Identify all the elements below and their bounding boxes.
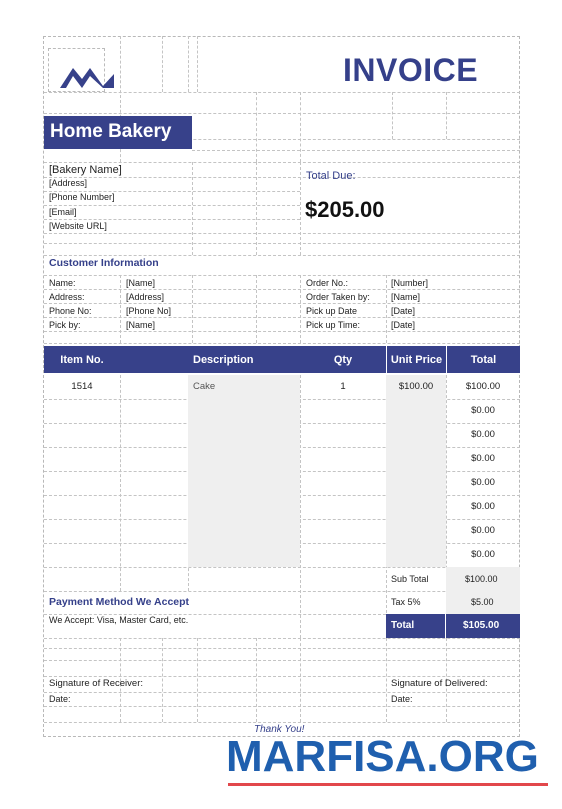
mountain-logo-icon <box>58 62 116 90</box>
tax-label: Tax 5% <box>391 597 421 607</box>
row-total: $0.00 <box>471 477 495 488</box>
grid-hline <box>44 638 520 639</box>
grid-vline <box>197 638 198 722</box>
grid-vline <box>120 375 121 591</box>
receiver-date-label: Date: <box>49 694 71 704</box>
business-phone: [Phone Number] <box>49 192 115 202</box>
row-unit-price: $100.00 <box>398 381 434 392</box>
total-due-label: Total Due: <box>306 170 356 182</box>
subtotal-label: Sub Total <box>391 574 429 584</box>
grid-hline <box>44 233 520 234</box>
grid-vline <box>392 92 393 139</box>
grid-hline <box>44 706 520 707</box>
grid-hline <box>44 243 520 244</box>
row-description: Cake <box>193 381 216 392</box>
grid-vline <box>386 275 387 343</box>
grid-vline <box>162 36 163 92</box>
grid-vline <box>188 36 189 92</box>
grid-hline <box>44 92 520 93</box>
total-label: Total <box>391 620 415 631</box>
delivered-date-label: Date: <box>391 694 413 704</box>
grid-vline <box>300 375 301 638</box>
description-column-fill <box>188 375 300 567</box>
business-address: [Address] <box>49 178 88 188</box>
grid-hline <box>44 676 520 677</box>
total-row-divider <box>445 614 446 638</box>
grid-vline <box>300 638 301 722</box>
pickup-time-value: [Date] <box>391 320 416 330</box>
grid-hline <box>44 648 520 649</box>
grid-hline <box>44 303 520 304</box>
grid-hline <box>192 150 520 151</box>
subtotal-value: $100.00 <box>465 574 498 584</box>
customer-phone-value: [Phone No] <box>126 306 172 316</box>
business-website: [Website URL] <box>49 221 107 231</box>
grid-hline <box>44 275 520 276</box>
pickup-date-label: Pick up Date <box>306 306 358 316</box>
payment-title: Payment Method We Accept <box>49 596 190 608</box>
row-total: $0.00 <box>471 453 495 464</box>
business-banner-text: Home Bakery <box>50 121 172 142</box>
grid-hline <box>44 317 520 318</box>
grid-vline <box>300 162 301 255</box>
grid-vline <box>300 92 301 162</box>
watermark-text: MARFISA.ORG <box>226 732 539 781</box>
grid-vline <box>197 36 198 92</box>
grid-hline <box>44 692 520 693</box>
grid-vline <box>256 92 257 162</box>
row-total: $100.00 <box>465 381 501 392</box>
customer-name-label: Name: <box>49 278 76 288</box>
pickup-time-label: Pick up Time: <box>306 320 361 330</box>
row-item-no: 1514 <box>71 381 93 392</box>
order-number-value: [Number] <box>391 278 429 288</box>
grid-hline <box>44 177 520 178</box>
row-total: $0.00 <box>471 525 495 536</box>
watermark-underline <box>228 783 548 786</box>
customer-phone-label: Phone No: <box>49 306 92 316</box>
customer-section-title: Customer Information <box>49 257 159 269</box>
delivered-signature-label: Signature of Delivered: <box>391 678 488 689</box>
row-total: $0.00 <box>471 405 495 416</box>
unit-price-column-fill <box>386 375 446 567</box>
invoice-title: INVOICE <box>343 52 479 88</box>
grid-vline <box>256 162 257 255</box>
business-email: [Email] <box>49 207 77 217</box>
customer-address-label: Address: <box>49 292 85 302</box>
row-total: $0.00 <box>471 501 495 512</box>
pickup-date-value: [Date] <box>391 306 416 316</box>
grid-hline <box>44 331 520 332</box>
grid-hline <box>44 343 520 344</box>
customer-name-value: [Name] <box>126 278 156 288</box>
grid-vline <box>256 638 257 722</box>
grid-hline <box>44 205 300 206</box>
total-value: $105.00 <box>463 620 500 631</box>
order-taken-label: Order Taken by: <box>306 292 370 302</box>
receiver-signature-label: Signature of Receiver: <box>49 678 143 689</box>
grid-vline <box>162 638 163 722</box>
grid-vline <box>120 275 121 343</box>
grid-vline <box>192 275 193 343</box>
grid-hline <box>44 219 300 220</box>
grid-vline <box>446 92 447 139</box>
row-total: $0.00 <box>471 549 495 560</box>
order-taken-value: [Name] <box>391 292 421 302</box>
customer-pickby-label: Pick by: <box>49 320 81 330</box>
order-number-label: Order No.: <box>306 278 349 288</box>
row-total: $0.00 <box>471 429 495 440</box>
grid-hline <box>44 722 520 723</box>
header-item-no: Item No. <box>44 346 120 373</box>
grid-hline <box>44 289 520 290</box>
header-qty: Qty <box>300 346 386 373</box>
grid-vline <box>300 275 301 343</box>
customer-address-value: [Address] <box>126 292 165 302</box>
grid-hline <box>44 113 520 114</box>
grid-vline <box>386 638 387 722</box>
header-description: Description <box>120 346 300 373</box>
total-due-amount: $205.00 <box>305 197 385 222</box>
customer-pickby-value: [Name] <box>126 320 156 330</box>
header-total: Total <box>446 346 520 373</box>
thank-you-note: Thank You! <box>254 724 305 735</box>
payment-text: We Accept: Visa, Master Card, etc. <box>49 615 189 625</box>
grid-hline <box>44 162 520 163</box>
business-name: [Bakery Name] <box>49 164 122 176</box>
grid-hline <box>44 660 520 661</box>
row-qty: 1 <box>340 381 346 392</box>
header-unit-price: Unit Price <box>386 346 446 373</box>
tax-value: $5.00 <box>471 597 494 607</box>
grid-vline <box>256 275 257 343</box>
grid-vline <box>192 162 193 255</box>
grid-hline <box>44 255 520 256</box>
